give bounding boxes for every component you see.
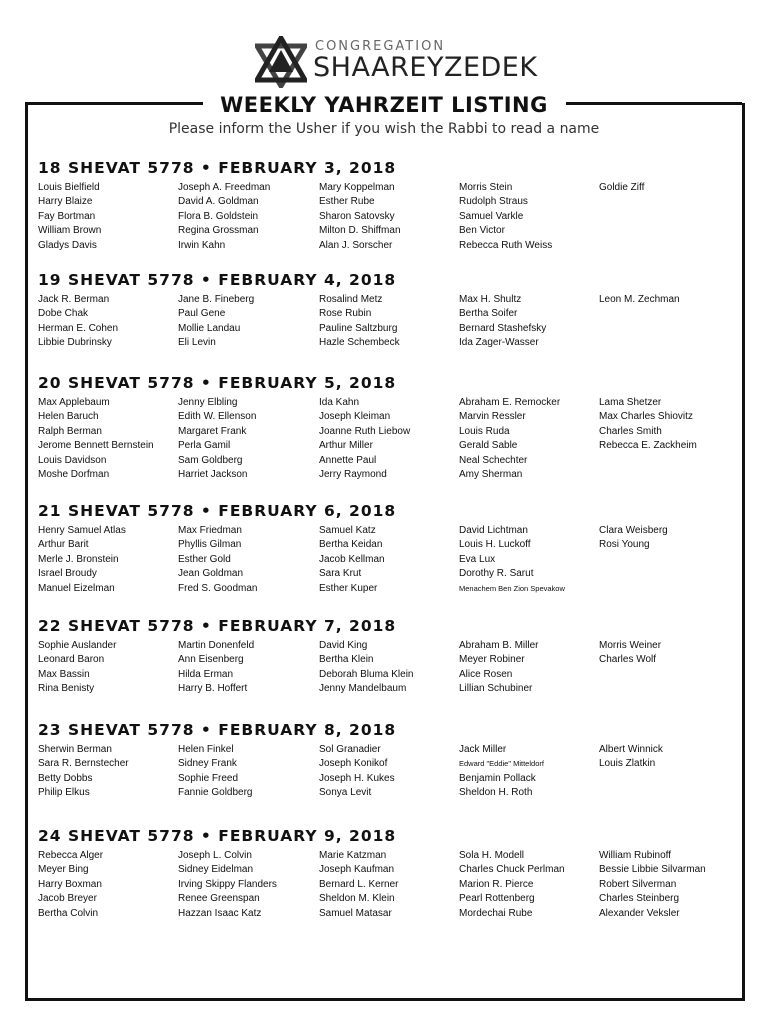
yahrzeit-name: Mary Koppelman <box>319 182 395 193</box>
yahrzeit-name: Helen Finkel <box>178 744 234 755</box>
yahrzeit-name: Clara Weisberg <box>599 525 668 536</box>
yahrzeit-name: Martin Donenfeld <box>178 640 255 651</box>
name-column <box>459 396 560 482</box>
yahrzeit-name: Gladys Davis <box>38 239 97 251</box>
yahrzeit-name: Charles Smith <box>599 425 662 437</box>
name-column <box>38 639 116 697</box>
yahrzeit-name: Neal Schechter <box>459 454 528 466</box>
yahrzeit-name: David A. Goldman <box>178 196 259 208</box>
yahrzeit-name: Sidney Frank <box>178 758 237 770</box>
name-column <box>38 181 101 253</box>
yahrzeit-name: Jenny Mandelbaum <box>319 683 407 695</box>
yahrzeit-name: David Lichtman <box>459 525 528 536</box>
yahrzeit-name: Sola H. Modell <box>459 850 525 861</box>
yahrzeit-name: Harriet Jackson <box>178 468 248 480</box>
name-column <box>178 743 253 801</box>
name-column <box>319 639 414 697</box>
yahrzeit-name: Edward "Eddie" Mitteldorf <box>459 759 544 769</box>
yahrzeit-name: Jenny Elbling <box>178 397 238 408</box>
name-column <box>319 181 401 253</box>
yahrzeit-name: Ida Zager-Wasser <box>459 337 539 349</box>
yahrzeit-name: Manuel Eizelman <box>38 582 115 594</box>
yahrzeit-name: Charles Steinberg <box>599 893 680 905</box>
yahrzeit-name: William Rubinoff <box>599 850 672 861</box>
yahrzeit-name: Leon M. Zechman <box>599 294 680 305</box>
yahrzeit-name: Sonya Levit <box>319 787 372 799</box>
name-column <box>178 396 256 482</box>
yahrzeit-name: Sidney Eidelman <box>178 864 254 876</box>
yahrzeit-name: Deborah Bluma Klein <box>319 668 414 680</box>
yahrzeit-name: Harry Blaize <box>38 196 93 208</box>
yahrzeit-name: Harry Boxman <box>38 878 102 890</box>
date-section <box>38 271 738 373</box>
yahrzeit-name: Jacob Kellman <box>319 553 385 565</box>
yahrzeit-name: Irwin Kahn <box>178 239 226 251</box>
yahrzeit-name: Phyllis Gilman <box>178 539 242 551</box>
yahrzeit-name: Esther Gold <box>178 553 231 565</box>
section-heading: 21 SHEVAT 5778 • FEBRUARY 6, 2018 <box>38 502 397 520</box>
yahrzeit-name: Fannie Goldberg <box>178 787 253 799</box>
yahrzeit-name: Fay Bortman <box>38 210 96 222</box>
name-column <box>459 181 552 253</box>
name-column <box>599 293 680 307</box>
yahrzeit-name: Rebecca Ruth Weiss <box>459 239 553 251</box>
yahrzeit-name: Hazzan Isaac Katz <box>178 907 262 919</box>
yahrzeit-name: Louis Davidson <box>38 454 107 466</box>
yahrzeit-name: Jack R. Berman <box>38 294 110 305</box>
yahrzeit-name: Hazle Schembeck <box>319 337 400 349</box>
date-section <box>38 721 738 823</box>
name-column <box>319 396 410 482</box>
section-heading: 20 SHEVAT 5778 • FEBRUARY 5, 2018 <box>38 374 397 392</box>
yahrzeit-name: Sara R. Bernstecher <box>38 758 129 770</box>
yahrzeit-name: Charles Chuck Perlman <box>459 864 565 876</box>
yahrzeit-name: Morris Stein <box>459 182 513 193</box>
yahrzeit-name: Abraham E. Remocker <box>459 397 561 408</box>
date-section <box>38 374 738 480</box>
yahrzeit-name: Jane B. Fineberg <box>178 294 255 305</box>
yahrzeit-name: David King <box>319 640 368 651</box>
name-column <box>178 181 270 253</box>
section-heading: 24 SHEVAT 5778 • FEBRUARY 9, 2018 <box>38 827 397 845</box>
name-column <box>459 849 565 921</box>
yahrzeit-name: Rebecca Alger <box>38 850 104 861</box>
yahrzeit-name: Bertha Keidan <box>319 539 383 551</box>
name-column <box>599 524 668 553</box>
yahrzeit-name: Esther Rube <box>319 196 375 208</box>
name-column <box>599 396 697 454</box>
section-heading: 18 SHEVAT 5778 • FEBRUARY 3, 2018 <box>38 159 397 177</box>
yahrzeit-name: Dobe Chak <box>38 308 89 320</box>
yahrzeit-name: Ann Eisenberg <box>178 654 244 666</box>
yahrzeit-name: Herman E. Cohen <box>38 322 119 334</box>
date-section <box>38 827 738 929</box>
name-column <box>38 849 103 921</box>
yahrzeit-name: Bernard Stashefsky <box>459 322 547 334</box>
yahrzeit-name: Morris Weiner <box>599 640 662 651</box>
section-heading: 19 SHEVAT 5778 • FEBRUARY 4, 2018 <box>38 271 397 289</box>
yahrzeit-name: Max H. Shultz <box>459 294 522 305</box>
yahrzeit-name: Goldie Ziff <box>599 182 645 193</box>
name-column <box>599 181 644 195</box>
yahrzeit-name: Irving Skippy Flanders <box>178 878 277 890</box>
yahrzeit-name: Amy Sherman <box>459 468 523 480</box>
yahrzeit-name: Ralph Berman <box>38 425 102 437</box>
congregation-logo <box>255 34 538 94</box>
page-title: WEEKLY YAHRZEIT LISTING <box>220 93 548 117</box>
yahrzeit-name: Robert Silverman <box>599 878 677 890</box>
yahrzeit-name: Helen Baruch <box>38 411 99 423</box>
yahrzeit-name: Lillian Schubiner <box>459 683 533 695</box>
name-column <box>319 849 399 921</box>
name-column <box>459 293 546 351</box>
logo-congregation-text: CONGREGATION <box>315 39 446 54</box>
name-column <box>38 396 154 482</box>
yahrzeit-name: Pearl Rottenberg <box>459 893 535 905</box>
yahrzeit-name: Sherwin Berman <box>38 744 112 755</box>
yahrzeit-name: Bernard L. Kerner <box>319 878 399 890</box>
name-column <box>178 524 257 596</box>
yahrzeit-name: Henry Samuel Atlas <box>38 525 126 536</box>
yahrzeit-name: Jean Goldman <box>178 568 244 580</box>
section-heading: 22 SHEVAT 5778 • FEBRUARY 7, 2018 <box>38 617 397 635</box>
yahrzeit-name: Sophie Auslander <box>38 640 117 651</box>
yahrzeit-name: Gerald Sable <box>459 440 518 452</box>
section-heading: 23 SHEVAT 5778 • FEBRUARY 8, 2018 <box>38 721 397 739</box>
yahrzeit-name: Rudolph Straus <box>459 196 528 208</box>
yahrzeit-name: Eva Lux <box>459 553 496 565</box>
yahrzeit-name: Samuel Katz <box>319 525 376 536</box>
yahrzeit-name: Pauline Saltzburg <box>319 322 398 334</box>
yahrzeit-name: Flora B. Goldstein <box>178 210 259 222</box>
yahrzeit-name: Renee Greenspan <box>178 893 260 905</box>
page-subtitle: Please inform the Usher if you wish the Rabbi to read a name <box>168 121 600 137</box>
name-column <box>38 293 118 351</box>
yahrzeit-name: Joanne Ruth Liebow <box>319 425 411 437</box>
name-columns <box>38 293 738 373</box>
yahrzeit-name: Samuel Varkle <box>459 210 524 222</box>
name-column <box>459 639 538 697</box>
yahrzeit-name: William Brown <box>38 225 102 237</box>
yahrzeit-name: Samuel Matasar <box>319 907 392 919</box>
yahrzeit-name: Lama Shetzer <box>599 397 662 408</box>
yahrzeit-name: Bertha Soifer <box>459 308 518 320</box>
yahrzeit-name: Charles Wolf <box>599 654 657 666</box>
yahrzeit-name: Louis Ruda <box>459 425 510 437</box>
yahrzeit-name: Fred S. Goodman <box>178 582 258 594</box>
yahrzeit-name: Jack Miller <box>459 744 507 755</box>
yahrzeit-name: Moshe Dorfman <box>38 468 110 480</box>
yahrzeit-name: Louis H. Luckoff <box>459 539 531 551</box>
yahrzeit-name: Rosi Young <box>599 539 650 551</box>
yahrzeit-name: Max Bassin <box>38 668 90 680</box>
yahrzeit-name: Israel Broudy <box>38 568 97 580</box>
date-section <box>38 617 738 719</box>
yahrzeit-name: Meyer Robiner <box>459 654 525 666</box>
yahrzeit-name: Menachem Ben Zion Spevakow <box>459 583 565 593</box>
yahrzeit-name: Joseph H. Kukes <box>319 772 395 784</box>
yahrzeit-name: Sharon Satovsky <box>319 210 395 222</box>
yahrzeit-name: Edith W. Ellenson <box>178 411 257 423</box>
name-columns <box>38 743 738 823</box>
yahrzeit-name: Alan J. Sorscher <box>319 239 393 251</box>
yahrzeit-name: Libbie Dubrinsky <box>38 337 112 349</box>
yahrzeit-name: Sophie Freed <box>178 772 239 784</box>
yahrzeit-name: Arthur Miller <box>319 440 373 452</box>
yahrzeit-name: Margaret Frank <box>178 425 247 437</box>
yahrzeit-name: Perla Gamil <box>178 440 231 452</box>
yahrzeit-name: Harry B. Hoffert <box>178 683 248 695</box>
name-columns <box>38 396 738 480</box>
yahrzeit-name: Abraham B. Miller <box>459 640 539 651</box>
yahrzeit-name: Leonard Baron <box>38 654 105 666</box>
yahrzeit-name: Bessie Libbie Silvarman <box>599 864 706 876</box>
yahrzeit-name: Joseph Konikof <box>319 758 388 770</box>
name-column <box>38 524 126 596</box>
yahrzeit-name: Jerry Raymond <box>319 468 387 480</box>
yahrzeit-name: Benjamin Pollack <box>459 772 536 784</box>
name-column <box>459 743 544 801</box>
yahrzeit-name: Sam Goldberg <box>178 454 243 466</box>
yahrzeit-name: Ida Kahn <box>319 397 360 408</box>
yahrzeit-name: Albert Winnick <box>599 744 663 755</box>
date-section <box>38 502 738 604</box>
yahrzeit-name: Marvin Ressler <box>459 411 526 423</box>
yahrzeit-name: Annette Paul <box>319 454 377 466</box>
name-columns <box>38 849 738 929</box>
date-section <box>38 159 738 261</box>
yahrzeit-name: Joseph A. Freedman <box>178 182 271 193</box>
yahrzeit-name: Max Friedman <box>178 525 242 536</box>
name-column <box>319 743 395 801</box>
yahrzeit-name: Regina Grossman <box>178 225 259 237</box>
yahrzeit-name: Esther Kuper <box>319 582 378 594</box>
yahrzeit-name: Joseph Kleiman <box>319 411 391 423</box>
yahrzeit-name: Jerome Bennett Bernstein <box>38 440 154 452</box>
name-columns <box>38 639 738 719</box>
yahrzeit-name: Bertha Klein <box>319 654 374 666</box>
name-column <box>38 743 129 801</box>
yahrzeit-name: Alice Rosen <box>459 668 513 680</box>
star-of-david-icon <box>255 36 307 88</box>
name-column <box>178 639 254 697</box>
name-column <box>599 639 661 668</box>
yahrzeit-name: Milton D. Shiffman <box>319 225 401 237</box>
yahrzeit-name: Louis Zlatkin <box>599 758 656 770</box>
yahrzeit-name: Marie Katzman <box>319 850 387 861</box>
yahrzeit-name: Sheldon M. Klein <box>319 893 395 905</box>
yahrzeit-name: Sheldon H. Roth <box>459 787 533 799</box>
yahrzeit-name: Rose Rubin <box>319 308 372 320</box>
name-column <box>319 293 400 351</box>
yahrzeit-name: Meyer Bing <box>38 864 89 876</box>
yahrzeit-name: Alexander Veksler <box>599 907 680 919</box>
yahrzeit-name: Arthur Barit <box>38 539 89 551</box>
name-column <box>178 849 277 921</box>
yahrzeit-name: Joseph Kaufman <box>319 864 395 876</box>
yahrzeit-name: Paul Gene <box>178 308 226 320</box>
name-columns <box>38 181 738 261</box>
name-column <box>599 743 663 772</box>
yahrzeit-name: Rosalind Metz <box>319 294 383 305</box>
name-columns <box>38 524 738 604</box>
yahrzeit-name: Hilda Erman <box>178 668 234 680</box>
yahrzeit-name: Marion R. Pierce <box>459 878 534 890</box>
yahrzeit-name: Bertha Colvin <box>38 907 99 919</box>
yahrzeit-name: Betty Dobbs <box>38 772 93 784</box>
yahrzeit-name: Merle J. Bronstein <box>38 553 119 565</box>
yahrzeit-name: Jacob Breyer <box>38 893 97 905</box>
yahrzeit-name: Eli Levin <box>178 337 216 349</box>
yahrzeit-name: Rebecca E. Zackheim <box>599 440 697 452</box>
name-column <box>599 849 706 921</box>
yahrzeit-name: Joseph L. Colvin <box>178 850 252 861</box>
yahrzeit-name: Dorothy R. Sarut <box>459 568 534 580</box>
yahrzeit-name: Louis Bielfield <box>38 182 100 193</box>
name-column <box>459 524 565 596</box>
logo-name-text: SHAAREYZEDEK <box>313 52 538 83</box>
yahrzeit-name: Mordechai Rube <box>459 907 533 919</box>
yahrzeit-name: Rina Benisty <box>38 683 95 695</box>
name-column <box>178 293 254 351</box>
yahrzeit-name: Sara Krut <box>319 568 362 580</box>
name-column <box>319 524 385 596</box>
yahrzeit-name: Ben Victor <box>459 225 505 237</box>
yahrzeit-name: Max Applebaum <box>38 397 110 408</box>
yahrzeit-name: Max Charles Shiovitz <box>599 411 693 423</box>
yahrzeit-name: Philip Elkus <box>38 787 90 799</box>
yahrzeit-name: Mollie Landau <box>178 322 241 334</box>
yahrzeit-name: Sol Granadier <box>319 744 381 755</box>
